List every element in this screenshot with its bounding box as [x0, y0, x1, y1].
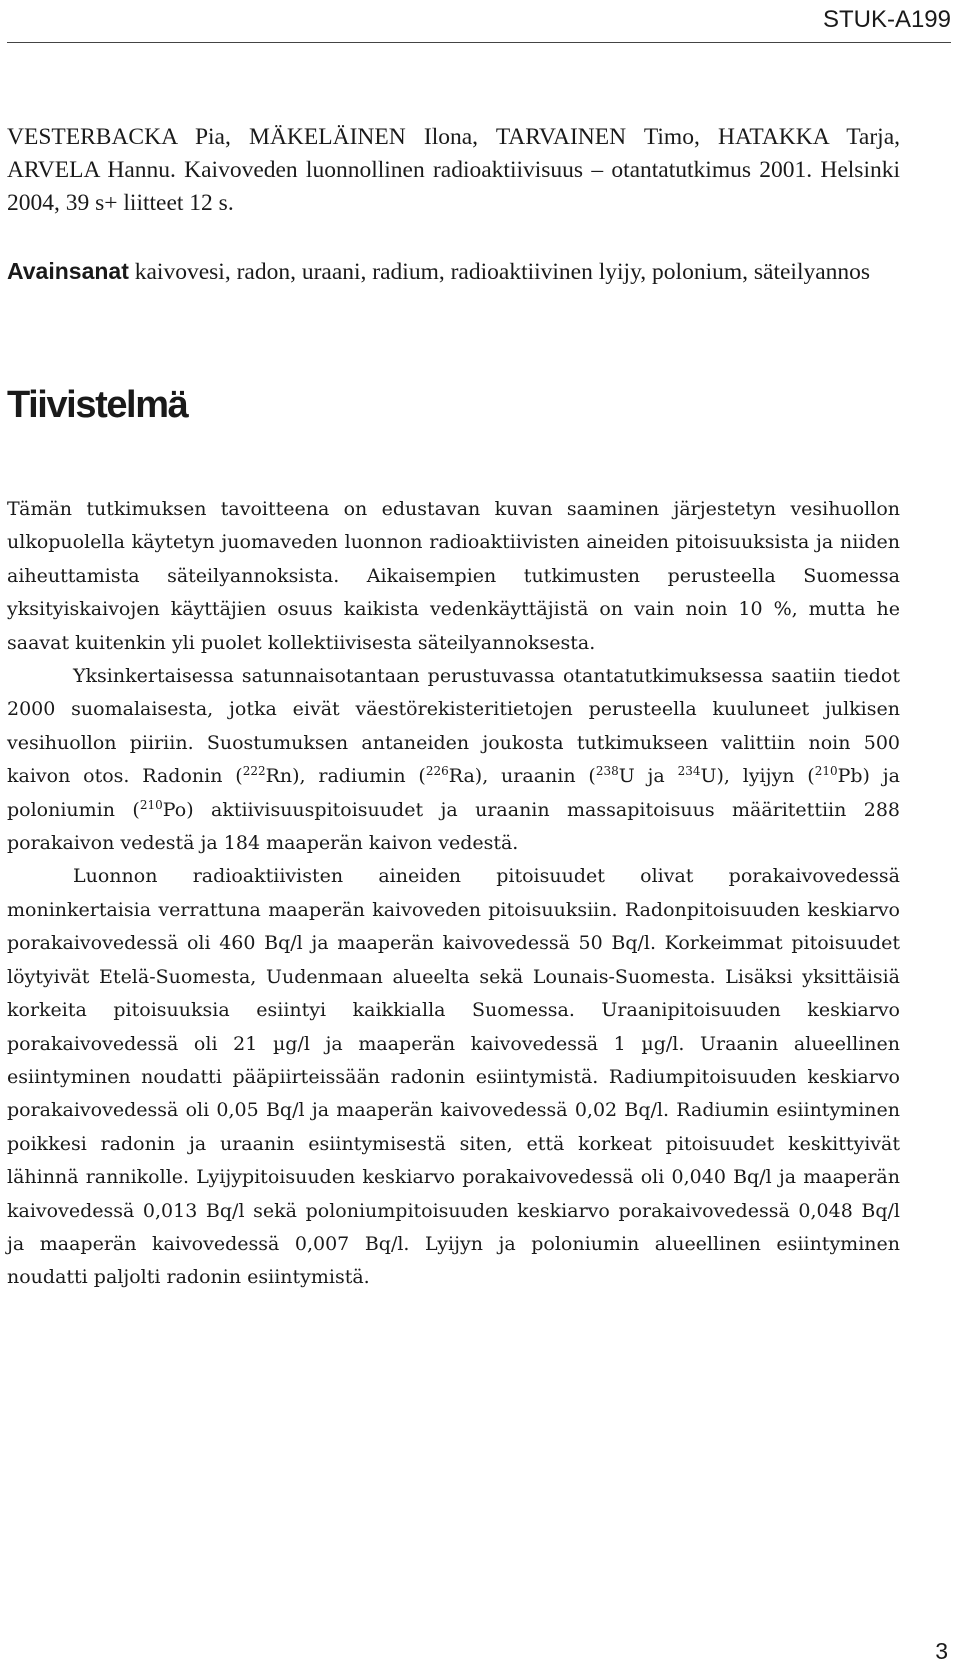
page-number: 3 [935, 1638, 948, 1664]
isotope-mass-number: 210 [814, 764, 838, 779]
header-rule [7, 42, 951, 43]
p2-text-6: Pb) ja poloniumin ( [7, 765, 900, 821]
p2-text-2: Rn), radiumin ( [265, 765, 426, 788]
isotope-mass-number: 222 [242, 764, 266, 779]
p2-text-4: U ja [618, 765, 678, 788]
running-header-series: STUK-A199 [822, 6, 951, 33]
keywords-block [7, 255, 900, 289]
abstract-paragraph-1: Tämän tutkimuksen tavoitteena on edustavan kuvan saaminen järjestetyn vesihuollon ulkopuolella käytetyn juomaveden luonnon radioaktiivisten aineiden pitoisuuksista ja niiden aiheuttamista säteilyannoksista. Aikaisempien tutkimusten perusteella Suomessa yksityiskaivojen käyttäjien osuus kaikista vedenkäyttäjistä on vain noin 10 %, mutta he saavat kuitenkin yli puolet kollektiivisesta säteilyannoksesta. [7, 498, 900, 654]
abstract-paragraph-2 [7, 660, 900, 860]
bibliographic-citation: VESTERBACKA Pia, MÄKELÄINEN Ilona, TARVAINEN Timo, HATAKKA Tarja, ARVELA Hannu. Kaivoveden luonnollinen radioaktiivisuus – otantatutkimus 2001. Helsinki 2004, 39 s+ liitteet 12 s. [7, 124, 900, 216]
isotope-mass-number: 234 [677, 764, 701, 779]
p2-text-1: Yksinkertaisessa satunnaisotantaan perustuvassa otantatutkimuksessa saatiin tiedot 2000 suomalaisesta, jotka eivät väestörekisteritietojen perusteella kuuluneet julkisen vesihuollon piiriin. Suostumuksen antaneiden joukosta tutkimukseen valittiin noin 500 kaivon otos. Radonin ( [7, 665, 900, 788]
isotope-mass-number: 210 [139, 797, 163, 812]
p2-text-3: Ra), uraanin ( [448, 765, 596, 788]
p2-text-5: U), lyijyn ( [700, 765, 815, 788]
section-title: Tiivistelmä [7, 384, 188, 426]
p2-text-7: Po) aktiivisuuspitoisuudet ja uraanin massapitoisuus määritettiin 288 porakaivon vedestä ja 184 maaperän kaivon vedestä. [7, 798, 901, 855]
keywords-text: kaivovesi, radon, uraani, radium, radioaktiivinen lyijy, polonium, säteilyannos [134, 259, 871, 285]
isotope-mass-number: 226 [425, 764, 449, 779]
abstract-body [7, 493, 900, 1295]
abstract-paragraph-3: Luonnon radioaktiivisten aineiden pitoisuudet olivat porakaivovedessä moninkertaisia verrattuna maaperän kaivoveden pitoisuuksiin. Radonpitoisuuden keskiarvo porakaivovedessä oli 460 Bq/l ja maaperän kaivovedessä 50 Bq/l. Korkeimmat pitoisuudet löytyivät Etelä-Suomesta, Uudenmaan alueelta sekä Lounais-Suomesta. Lisäksi yksittäisiä korkeita pitoisuuksia esiintyi kaikkialla Suomessa. Uraanipitoisuuden keskiarvo porakaivovedessä oli 21 µg/l ja maaperän kaivovedessä 1 µg/l. Uraanin alueellinen esiintyminen noudatti pääpiirteissään radonin esiintymistä. Radiumpitoisuuden keskiarvo porakaivovedessä oli 0,05 Bq/l ja maaperän kaivovedessä 0,02 Bq/l. Radiumin esiintyminen poikkesi radonin ja uraanin esiintymisestä siten, että korkeat pitoisuudet keskittyivät lähinnä rannikolle. Lyijypitoisuuden keskiarvo porakaivovedessä oli 0,040 Bq/l ja maaperän kaivovedessä 0,013 Bq/l sekä poloniumpitoisuuden keskiarvo porakaivovedessä 0,048 Bq/l ja maaperän kaivovedessä 0,007 Bq/l. Lyijyn ja poloniumin alueellinen esiintyminen noudatti paljolti radonin esiintymistä. [7, 865, 900, 1289]
isotope-mass-number: 238 [595, 764, 619, 779]
keywords-label: Avainsanat [7, 258, 129, 284]
